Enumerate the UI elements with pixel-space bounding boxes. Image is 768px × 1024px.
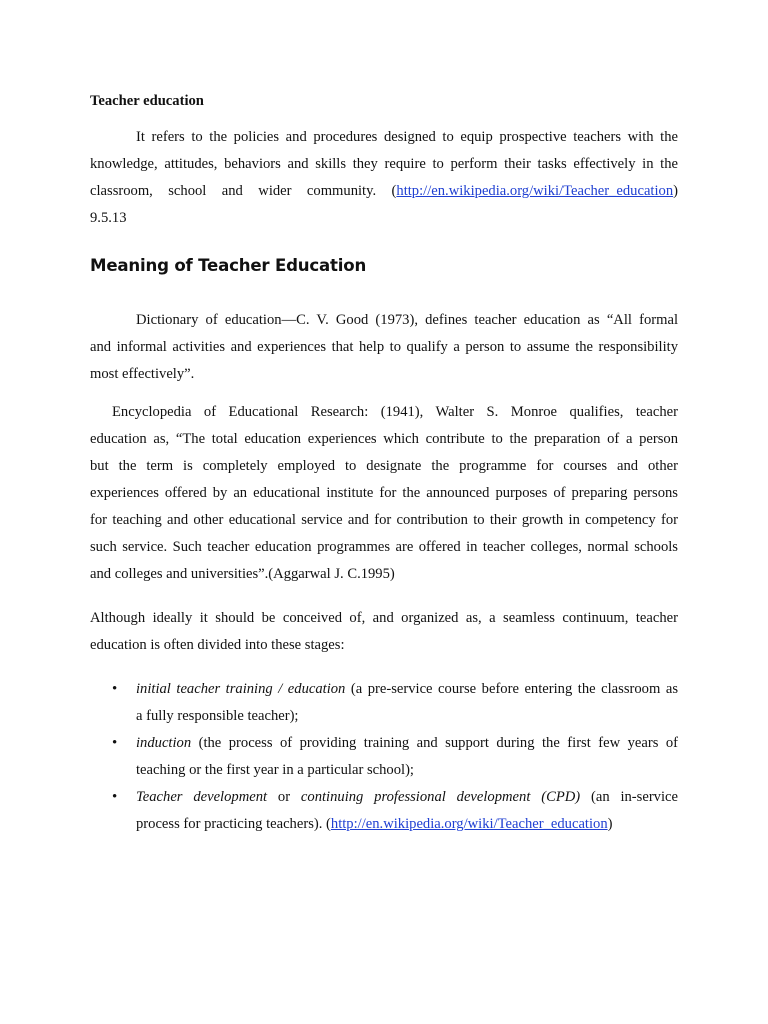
bullet-2-term: induction	[136, 735, 192, 751]
bullet-3-mid: or	[267, 789, 301, 805]
bullet-dot: •	[112, 735, 118, 751]
monroe-quote-line-3: but the term is completely employed to designate the programme for courses and other	[90, 458, 678, 474]
stages-intro-line-2: education is often divided into these stages:	[90, 637, 345, 653]
monroe-quote-line-4: experiences offered by an educational institute for the announced purposes of preparing persons	[90, 485, 678, 501]
bullet-dot: •	[112, 789, 118, 805]
intro-line-3	[90, 183, 678, 200]
stages-intro-line-1: Although ideally it should be conceived of, and organized as, a seamless continuum, teacher	[90, 610, 678, 626]
good-quote-line-3: most effectively”.	[90, 366, 195, 382]
bullet-1-line-2: a fully responsible teacher);	[136, 708, 299, 724]
bullet-3-line-2	[136, 816, 678, 833]
monroe-quote-line-7: and colleges and universities”.(Aggarwal J. C.1995)	[90, 566, 395, 582]
monroe-quote-line-6: such service. Such teacher education programmes are offered in teacher colleges, normal schools	[90, 539, 678, 555]
bullet-1-line-1	[136, 681, 678, 698]
bullet-1-term: initial teacher training / education	[136, 681, 346, 697]
meaning-heading: Meaning of Teacher Education	[90, 256, 367, 275]
bullet-3-term: Teacher development	[136, 789, 268, 805]
good-quote-line-1: Dictionary of education—C. V. Good (1973), defines teacher education as “All formal	[136, 312, 678, 328]
wikipedia-link[interactable]: http://en.wikipedia.org/wiki/Teacher_education	[396, 183, 674, 199]
bullet-3-line-2-close: )	[607, 816, 613, 832]
bullet-dot: •	[112, 681, 118, 697]
bullet-2-line-2: teaching or the first year in a particular school);	[136, 762, 414, 778]
section-title: Teacher education	[90, 93, 204, 109]
monroe-quote-line-5: for teaching and other educational service and for contribution to their growth in competency for	[90, 512, 678, 528]
bullet-3-line-2-text: process for practicing teachers). (	[136, 816, 331, 832]
intro-line-2: knowledge, attitudes, behaviors and skills they require to perform their tasks effectively in the	[90, 156, 678, 172]
bullet-2-line-1	[136, 735, 678, 752]
bullet-1-rest: (a pre-service course before entering the classroom as	[345, 681, 678, 697]
good-quote-line-2: and informal activities and experiences that help to qualify a person to assume the responsibility	[90, 339, 678, 355]
bullet-3-rest: (an in-service	[580, 789, 678, 805]
monroe-quote-line-1: Encyclopedia of Educational Research: (1941), Walter S. Monroe qualifies, teacher	[112, 404, 678, 420]
monroe-quote-line-2: education as, “The total education experiences which contribute to the preparation of a person	[90, 431, 678, 447]
intro-date: 9.5.13	[90, 210, 127, 226]
wikipedia-link-2[interactable]: http://en.wikipedia.org/wiki/Teacher_education	[330, 816, 608, 832]
intro-line-3-close: )	[673, 183, 678, 199]
intro-line-3-text: classroom, school and wider community. (	[90, 183, 397, 199]
bullet-3-line-1	[136, 789, 678, 806]
intro-line-1: It refers to the policies and procedures designed to equip prospective teachers with the	[136, 129, 678, 145]
bullet-3-term-2: continuing professional development (CPD)	[300, 789, 581, 805]
bullet-2-rest: (the process of providing training and support during the first few years of	[191, 735, 678, 751]
